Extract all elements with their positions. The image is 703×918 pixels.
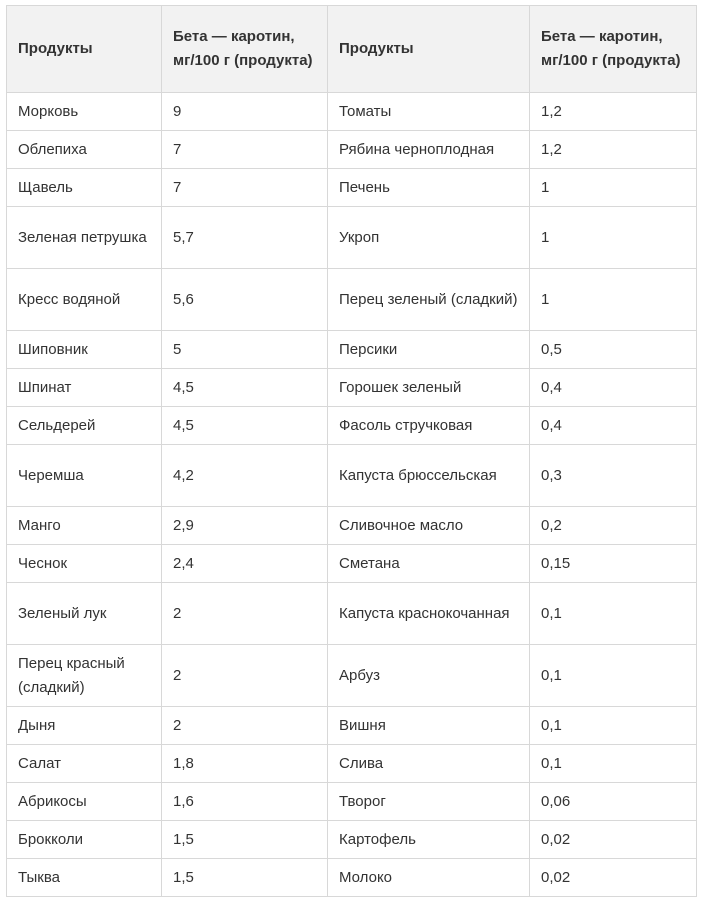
table-cell: Кресс водяной — [7, 269, 162, 331]
header-products-2: Продукты — [328, 6, 530, 93]
table-cell: 2 — [162, 583, 328, 645]
table-cell: Дыня — [7, 707, 162, 745]
header-beta-carotene-2: Бета — каротин, мг/100 г (продукта) — [530, 6, 697, 93]
beta-carotene-table-container — [6, 5, 697, 897]
table-cell: Укроп — [328, 207, 530, 269]
table-row — [7, 545, 697, 583]
table-cell: 0,4 — [530, 407, 697, 445]
table-cell: Сливочное масло — [328, 507, 530, 545]
table-cell: Вишня — [328, 707, 530, 745]
table-cell: 0,02 — [530, 821, 697, 859]
table-cell: Молоко — [328, 859, 530, 897]
table-cell: Творог — [328, 783, 530, 821]
table-row — [7, 507, 697, 545]
table-cell: 1,5 — [162, 821, 328, 859]
table-cell: Перец красный (сладкий) — [7, 645, 162, 707]
table-cell: Брокколи — [7, 821, 162, 859]
table-cell: Картофель — [328, 821, 530, 859]
table-cell: 1 — [530, 269, 697, 331]
table-row — [7, 131, 697, 169]
table-row — [7, 331, 697, 369]
table-cell: 4,5 — [162, 369, 328, 407]
table-cell: Абрикосы — [7, 783, 162, 821]
table-cell: Тыква — [7, 859, 162, 897]
table-cell: 0,15 — [530, 545, 697, 583]
table-row — [7, 369, 697, 407]
table-cell: 4,2 — [162, 445, 328, 507]
table-cell: Персики — [328, 331, 530, 369]
table-row — [7, 93, 697, 131]
table-cell: 0,1 — [530, 645, 697, 707]
table-cell: 9 — [162, 93, 328, 131]
table-row — [7, 745, 697, 783]
table-cell: Рябина черноплодная — [328, 131, 530, 169]
table-cell: 5 — [162, 331, 328, 369]
table-cell: Зеленый лук — [7, 583, 162, 645]
table-cell: Чеснок — [7, 545, 162, 583]
table-cell: 1,2 — [530, 93, 697, 131]
table-row — [7, 645, 697, 707]
table-cell: Горошек зеленый — [328, 369, 530, 407]
table-row — [7, 407, 697, 445]
table-cell: Арбуз — [328, 645, 530, 707]
table-cell: 0,06 — [530, 783, 697, 821]
table-row — [7, 207, 697, 269]
table-row — [7, 269, 697, 331]
table-cell: 0,1 — [530, 745, 697, 783]
table-cell: Морковь — [7, 93, 162, 131]
table-cell: 1,6 — [162, 783, 328, 821]
table-cell: Манго — [7, 507, 162, 545]
header-row — [7, 6, 697, 93]
table-cell: Зеленая петрушка — [7, 207, 162, 269]
table-cell: 1,5 — [162, 859, 328, 897]
table-cell: 0,02 — [530, 859, 697, 897]
table-cell: 1,2 — [530, 131, 697, 169]
table-cell: Томаты — [328, 93, 530, 131]
table-cell: Капуста брюссельская — [328, 445, 530, 507]
table-cell: Салат — [7, 745, 162, 783]
table-cell: Облепиха — [7, 131, 162, 169]
table-cell: 5,7 — [162, 207, 328, 269]
table-cell: Слива — [328, 745, 530, 783]
table-cell: 2,4 — [162, 545, 328, 583]
table-row — [7, 707, 697, 745]
table-row — [7, 583, 697, 645]
table-cell: 0,4 — [530, 369, 697, 407]
table-cell: Перец зеленый (сладкий) — [328, 269, 530, 331]
table-row — [7, 859, 697, 897]
table-cell: 7 — [162, 131, 328, 169]
table-cell: 2,9 — [162, 507, 328, 545]
table-cell: 1,8 — [162, 745, 328, 783]
beta-carotene-table — [6, 5, 697, 897]
table-cell: 0,1 — [530, 583, 697, 645]
table-cell: Шпинат — [7, 369, 162, 407]
table-row — [7, 783, 697, 821]
table-cell: 0,5 — [530, 331, 697, 369]
table-cell: Сельдерей — [7, 407, 162, 445]
table-cell: 1 — [530, 207, 697, 269]
table-row — [7, 821, 697, 859]
table-cell: 0,1 — [530, 707, 697, 745]
table-cell: 1 — [530, 169, 697, 207]
table-cell: Щавель — [7, 169, 162, 207]
table-cell: 5,6 — [162, 269, 328, 331]
table-cell: Сметана — [328, 545, 530, 583]
table-row — [7, 169, 697, 207]
table-cell: Черемша — [7, 445, 162, 507]
table-cell: 2 — [162, 707, 328, 745]
table-cell: Капуста краснокочанная — [328, 583, 530, 645]
table-cell: Фасоль стручковая — [328, 407, 530, 445]
table-cell: 7 — [162, 169, 328, 207]
table-cell: 0,2 — [530, 507, 697, 545]
table-cell: 0,3 — [530, 445, 697, 507]
header-products-1: Продукты — [7, 6, 162, 93]
table-row — [7, 445, 697, 507]
table-cell: 2 — [162, 645, 328, 707]
table-cell: 4,5 — [162, 407, 328, 445]
header-beta-carotene-1: Бета — каротин, мг/100 г (продукта) — [162, 6, 328, 93]
table-cell: Печень — [328, 169, 530, 207]
table-cell: Шиповник — [7, 331, 162, 369]
